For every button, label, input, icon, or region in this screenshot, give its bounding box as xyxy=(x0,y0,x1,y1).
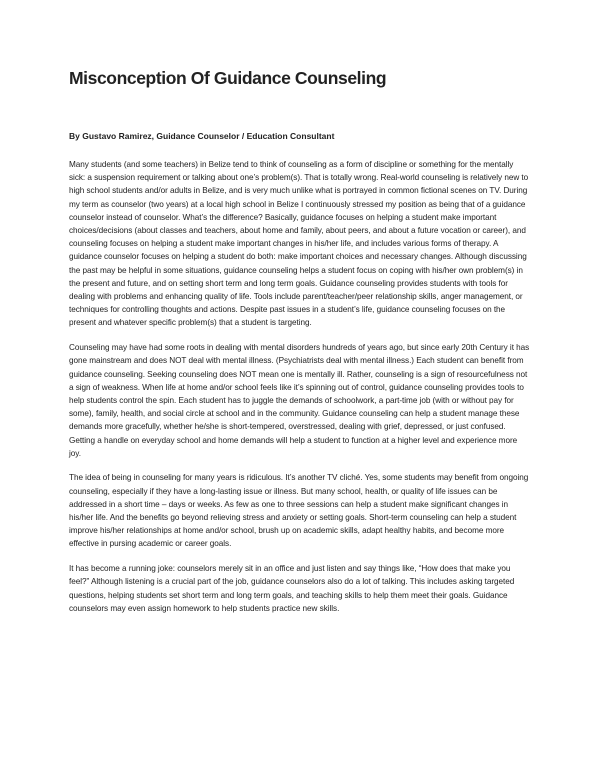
paragraph: It has become a running joke: counselors merely sit in an office and just listen and say things like, “How does that make you feel?” Although listening is a crucial part of the job, guidance counselors also do a lot of talking. This includes asking targeted questions, helping students set short term and long term goals, and teaching skills to help them meet their goals. Guidance counselors may even assign homework to help students practice new skills. xyxy=(69,564,515,613)
page-title: Misconception Of Guidance Counseling xyxy=(69,68,387,88)
paragraph: Counseling may have had some roots in dealing with mental disorders hundreds of years ago, but since early 20th Century it has gone mainstream and does NOT deal with mental illness. (Psychiatrists deal with mental illness.) Each student can benefit from guidance counseling. Seeking counseling does NOT mean one is mentally ill. Rather, counseling is a sign of resourcefulness not a sign of weakness. When life at home and/or school feels like it’s spinning out of control, guidance counseling provides tools to help students control the spin. Each student has to juggle the demands of schoolwork, a part-time job (with or without pay for some), family, health, and social circle at school and in the community. Guidance counseling can help a student manage these demands more gracefully, whether he/she is short-tempered, overstressed, dealing with grief, depressed, or just confused. Getting a handle on everyday school and home demands will help a student to function at a higher level and experience more joy. xyxy=(69,343,530,458)
paragraph: Many students (and some teachers) in Belize tend to think of counseling as a form of discipline or something for the mentally sick: a suspension requirement or talking about one’s problem(s). That is totally wrong. Real-world counseling is relatively new to high school students and/or adults in Belize, and is very much unlike what is portrayed in common fictional scenes on TV. During my term as counselor (two years) at a local high school in Belize I continuously stressed my position as being that of a guidance counselor instead of counselor. What’s the difference? Basically, guidance focuses on helping a student make important choices/decisions (about classes and teachers, about home and family, about peers, and about a future vocation or career), and counseling focuses on helping a student make important changes in his/her life, and includes various forms of therapy. A guidance counselor focuses on helping a student do both: make important choices and necessary changes. Although discussing the past may be helpful in some situations, guidance counseling helps a student focus on coping with his/her own problem(s) in the present and future, and on setting short term and long term goals. Guidance counseling provides students with tools for dealing with problems and enhancing quality of life. Tools include parent/teacher/peer relationship skills, anger management, or techniques for controlling thoughts and actions. Despite past issues in a student’s life, guidance counseling focuses on the present and whatever specific problem(s) that a student is targeting. xyxy=(69,160,529,328)
author-byline: By Gustavo Ramirez, Guidance Counselor / Education Consultant xyxy=(69,131,335,141)
paragraph: The idea of being in counseling for many years is ridiculous. It’s another TV cliché. Yes, some students may benefit from ongoing counseling, especially if they have a long-lasting issue or illness. But many school, health, or quality of life issues can be addressed in a short time – days or weeks. As few as one to three sessions can help a student make significant changes in his/her life. And the benefits go beyond relieving stress and anxiety or setting goals. Short-term counseling can help a student improve his/her relationships at home and/or school, brush up on academic skills, adapt healthy habits, and become more effective in pursing academic or career goals. xyxy=(69,473,529,549)
article-body xyxy=(69,158,531,627)
